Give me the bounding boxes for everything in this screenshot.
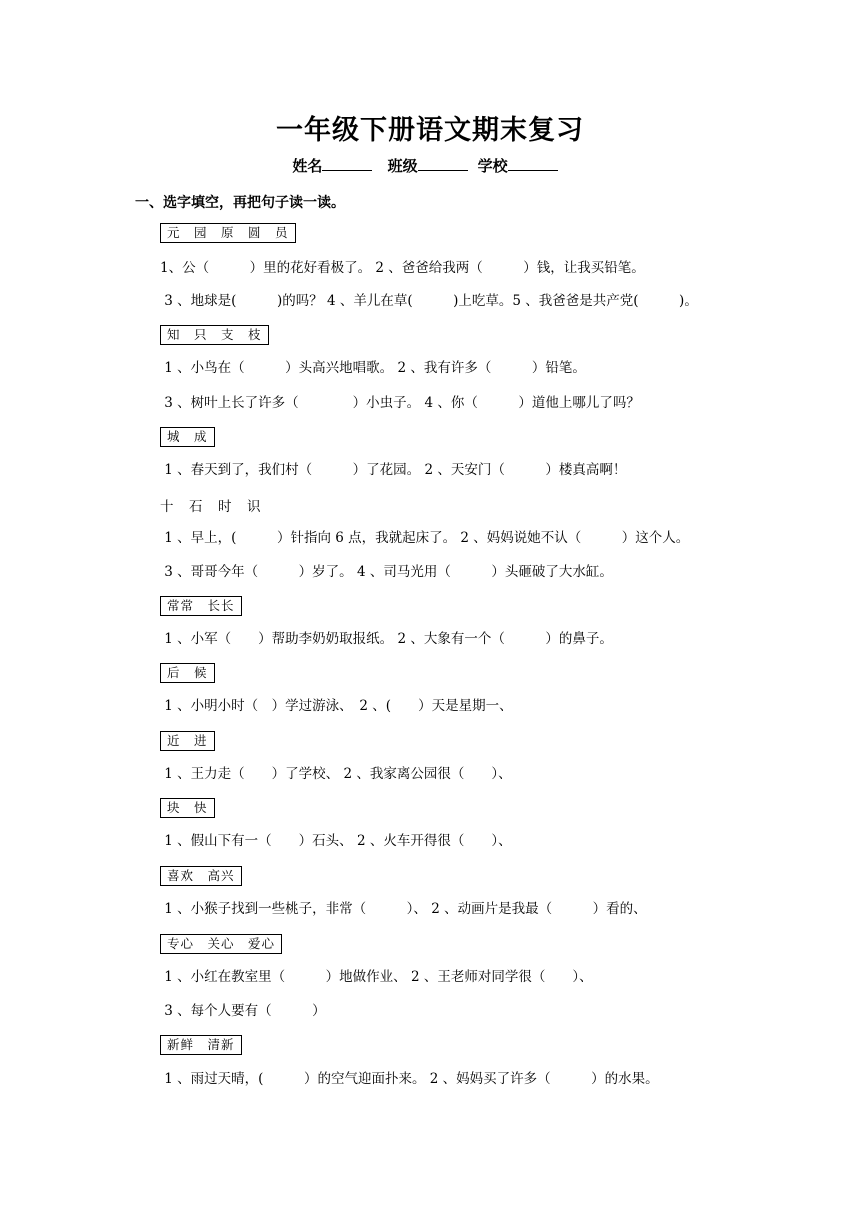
- char-choice-box: 后 候: [160, 663, 215, 683]
- exercise-line: 1 、早上，( ）针指向 6 点，我就起床了。 2 、妈妈说她不认（ ）这个人。: [160, 530, 690, 546]
- char-choice-box: 新鲜 清新: [160, 1035, 242, 1055]
- char-choice-box: 知 只 支 枝: [160, 325, 269, 345]
- char-choice-box: 近 进: [160, 731, 215, 751]
- char-choice-box: 喜欢 高兴: [160, 866, 242, 886]
- exercise-line: 1 、春天到了，我们村（ ）了花园。 2 、天安门（ ）楼真高啊！: [160, 462, 627, 478]
- exercise-line: 3 、哥哥今年（ ）岁了。 4 、司马光用（ ）头砸破了大水缸。: [160, 564, 613, 580]
- char-choice-text: 十 石 时 识: [160, 499, 262, 515]
- exercise-line: 1 、小鸟在（ ）头高兴地唱歌。 2 、我有许多（ ）铅笔。: [160, 360, 586, 376]
- school-label: 学校: [477, 157, 508, 175]
- exercise-line: 1 、小明小时（ ）学过游泳、 2 、( ）天是星期一、: [160, 698, 513, 714]
- exercise-line: 1 、雨过天晴，( ）的空气迎面扑来。 2 、妈妈买了许多（ ）的水果。: [160, 1071, 659, 1087]
- char-choice-box: 专心 关心 爱心: [160, 934, 282, 954]
- section-heading: 一、选字填空，再把句子读一读。: [135, 195, 345, 211]
- exercise-line: 1 、小红在教室里（ ）地做作业、 2 、王老师对同学很（ ）、: [160, 969, 593, 985]
- char-choice-box: 城 成: [160, 427, 215, 447]
- exercise-line: 1 、小军（ ）帮助李奶奶取报纸。 2 、大象有一个（ ）的鼻子。: [160, 631, 613, 647]
- char-choice-box: 常常 长长: [160, 596, 242, 616]
- char-choice-box: 块 快: [160, 798, 215, 818]
- char-choice-box: 元 园 原 圆 员: [160, 223, 296, 243]
- student-info-line: [0, 155, 860, 176]
- class-blank[interactable]: [418, 156, 468, 171]
- exercise-line: 3 、每个人要有（ ）: [160, 1003, 326, 1019]
- exercise-line: 1 、王力走（ ）了学校、 2 、我家离公园很（ ）、: [160, 766, 512, 782]
- exercise-line: 3 、树叶上长了许多（ ）小虫子。 4 、你（ ）道他上哪儿了吗？: [160, 395, 640, 411]
- exercise-line: 3 、地球是( )的吗？ 4 、羊儿在草( )上吃草。5 、我爸爸是共产党( )。: [160, 293, 698, 309]
- class-label: 班级: [387, 157, 418, 175]
- exercise-line: 1、公（ ）里的花好看极了。 2 、爸爸给我两（ ）钱，让我买铅笔。: [160, 260, 645, 276]
- page-title: 一年级下册语文期末复习: [276, 115, 584, 146]
- school-blank[interactable]: [508, 156, 558, 171]
- exercise-line: 1 、假山下有一（ ）石头、 2 、火车开得很（ ）、: [160, 833, 512, 849]
- name-label: 姓名: [292, 157, 323, 175]
- name-blank[interactable]: [322, 156, 372, 171]
- exercise-line: 1 、小猴子找到一些桃子，非常（ ）、 2 、动画片是我最（ ）看的、: [160, 901, 647, 917]
